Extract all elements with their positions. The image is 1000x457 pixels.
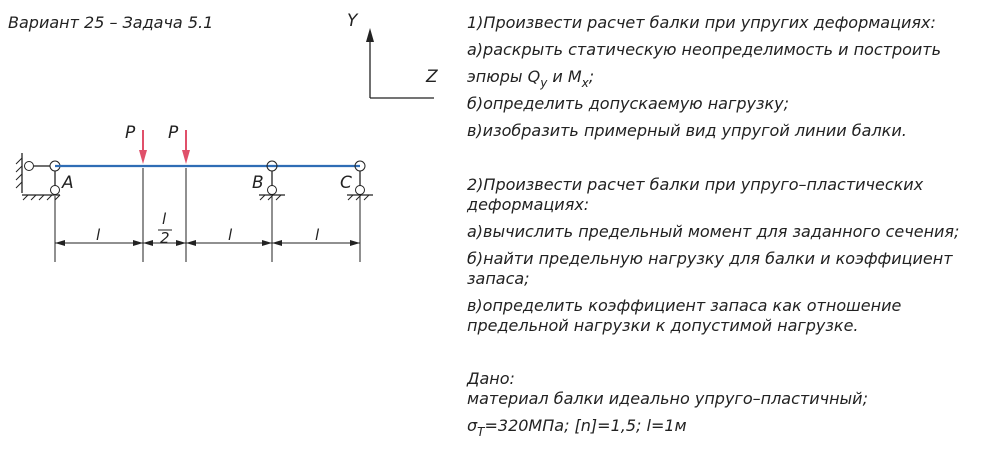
task-line-2: а)раскрыть статическую неопределимость и построить xyxy=(467,40,942,59)
support-b-label: B xyxy=(252,173,264,193)
task-line-9: б)найти предельную нагрузку для балки и коэффициент xyxy=(467,249,953,268)
task-line-6: 2)Произвести расчет балки при упруго–пластических xyxy=(467,175,924,194)
coordinate-axes xyxy=(347,11,438,98)
task-line-8: а)вычислить предельный момент для заданного сечения; xyxy=(467,222,960,241)
load-p-1-label: P xyxy=(125,123,136,143)
axis-z-label: Z xyxy=(426,67,438,87)
axis-y-label: Y xyxy=(347,11,358,31)
load-p-2-label: P xyxy=(168,123,179,143)
task-line-1: 1)Произвести расчет балки при упругих деформациях: xyxy=(467,13,936,32)
given-material: материал балки идеально упруго–пластичный; xyxy=(467,389,868,408)
given-values: $\sigma_T=320МПа$; [n]=1,5; l=1м xyxy=(467,416,687,439)
given-heading: Дано: xyxy=(467,369,515,388)
dim-span-1: l xyxy=(96,226,101,244)
task-line-epure: эпюры $Q_y$ и $M_x$; xyxy=(467,67,595,90)
support-a xyxy=(16,153,74,200)
task-line-4: б)определить допускаемую нагрузку; xyxy=(467,94,790,113)
task-text xyxy=(466,13,959,439)
support-a-label: A xyxy=(62,173,74,193)
dim-span-3: l xyxy=(228,226,233,244)
support-c-label: C xyxy=(340,173,352,193)
dimension-lines xyxy=(55,168,360,262)
load-p-2 xyxy=(168,123,190,164)
dim-half-den: 2 xyxy=(160,229,170,247)
dim-half-num: l xyxy=(162,210,167,228)
task-line-7: деформациях: xyxy=(467,195,590,214)
dim-span-4: l xyxy=(315,226,320,244)
task-line-10: запаса; xyxy=(467,269,530,288)
task-line-5: в)изобразить примерный вид упругой линии балки. xyxy=(467,121,907,140)
task-line-12: предельной нагрузки к допустимой нагрузке. xyxy=(467,316,859,335)
task-line-11: в)определить коэффициент запаса как отношение xyxy=(467,296,902,315)
load-p-1 xyxy=(125,123,147,164)
variant-title: Вариант 25 – Задача 5.1 xyxy=(8,13,214,32)
